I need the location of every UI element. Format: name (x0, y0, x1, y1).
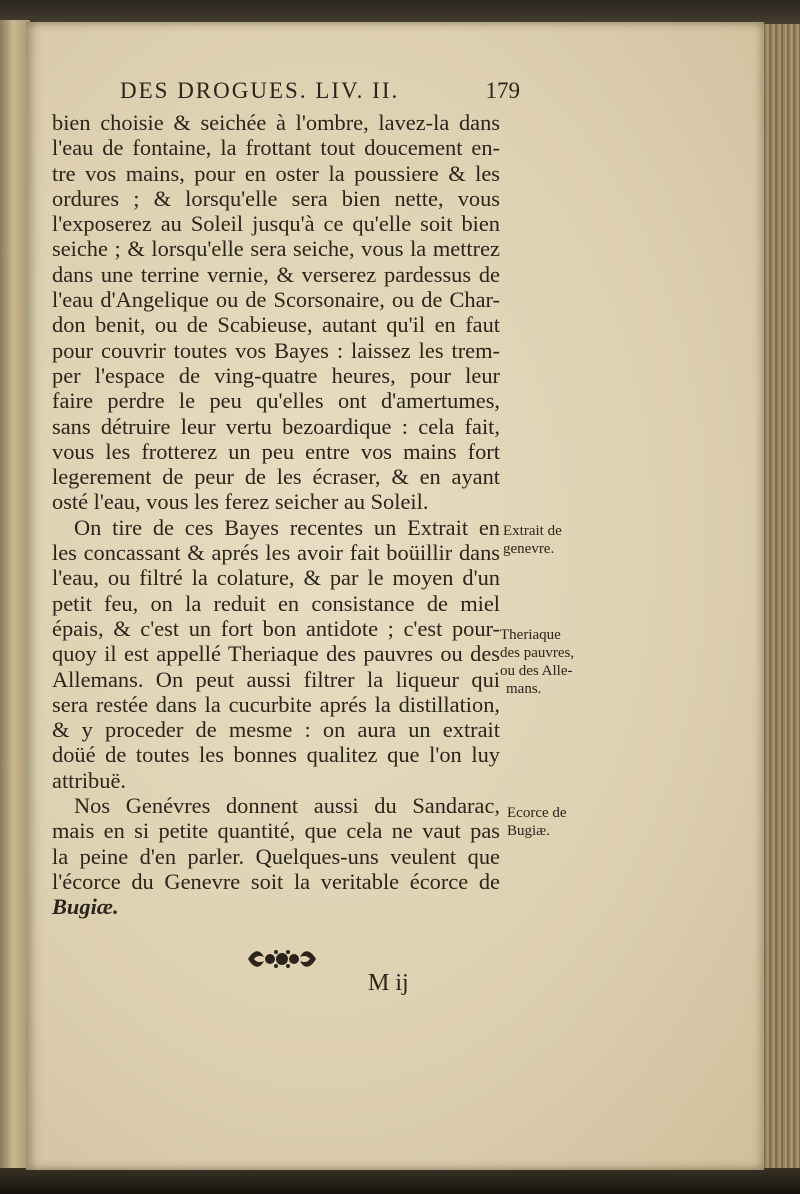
text-line: faire perdre le peu qu'elles ont d'amertumes, (52, 388, 500, 414)
text-line: Allemans. On peut aussi filtrer la liqueur qui (52, 666, 500, 692)
page-header (120, 78, 520, 112)
text-line: épais, & c'est un fort bon antidote ; c'est pour- (52, 615, 500, 641)
margin-note-line: genevre. (503, 541, 555, 557)
text-line: vous les frotterez un peu entre vos mains fort (52, 438, 500, 464)
paragraph-start: Nos Genévres donnent aussi du Sandarac, (74, 793, 500, 819)
text-line: mais en si petite quantité, que cela ne vaut pas (52, 818, 500, 844)
margin-note-ecorce (507, 804, 597, 840)
text-line: petit feu, on la reduit en consistance de miel (52, 590, 500, 616)
bottom-edge (0, 1168, 800, 1194)
text-line: l'eau d'Angelique ou de Scorsonaire, ou de Char- (52, 287, 500, 313)
text-line: doüé de toutes les bonnes qualitez que l'on luy (52, 742, 500, 768)
margin-note-theriaque (500, 626, 600, 698)
text-line: seiche ; & lorsqu'elle sera seiche, vous la mettrez (52, 236, 500, 262)
margin-note-line: Bugiæ. (507, 823, 550, 839)
text-line: & y proceder de mesme : on aura un extrait (52, 717, 500, 743)
page-edges (760, 24, 800, 1170)
text-line: bien choisie & seichée à l'ombre, lavez-la dans (52, 110, 500, 135)
text-line: osté l'eau, vous les ferez seicher au Soleil. (52, 489, 429, 515)
margin-note-extrait (503, 522, 603, 558)
text-line: per l'espace de ving-quatre heures, pour leur (52, 362, 500, 388)
text-line: Bugiæ. (52, 894, 119, 920)
text-line: sans détruire leur vertu bezoardique : cela fait, (52, 413, 500, 439)
margin-note-line: Ecorce de (507, 805, 567, 821)
text-line: legerement de peur de les écraser, & en ayant (52, 464, 500, 490)
text-line: don benit, ou de Scabieuse, autant qu'il en faut (52, 312, 500, 338)
text-line: sera restée dans la cucurbite aprés la distillation, (52, 691, 500, 717)
text-line: l'écorce du Genevre soit la veritable écorce de (52, 868, 500, 894)
printer-ornament-icon (246, 944, 318, 974)
page-number: 179 (485, 78, 520, 103)
body-text (52, 110, 500, 920)
running-head: DES DROGUES. LIV. II. (120, 78, 400, 103)
paragraph-start: On tire de ces Bayes recentes un Extrait en (74, 514, 500, 540)
text-line: attribuë. (52, 767, 126, 793)
text-line: dans une terrine vernie, & verserez pardessus de (52, 261, 500, 287)
text-line: tre vos mains, pour en oster la poussiere & les (52, 160, 500, 186)
text-line: les concassant & aprés les avoir fait boüillir dans (52, 540, 500, 566)
margin-note-line: ou des Alle- (500, 663, 573, 679)
text-line: l'exposerez au Soleil jusqu'à ce qu'elle soit bien (52, 211, 500, 237)
text-line: la peine d'en parler. Quelques-uns veulent que (52, 843, 500, 869)
text-line: l'eau, ou filtré la colature, & par le moyen d'un (52, 565, 500, 591)
margin-note-line: mans. (506, 681, 542, 697)
signature-mark: M ij (368, 970, 409, 996)
margin-note-line: des pauvres, (500, 645, 575, 661)
text-line: quoy il est appellé Theriaque des pauvres ou des (52, 641, 500, 667)
text-line: pour couvrir toutes vos Bayes : laissez les trem- (52, 337, 500, 363)
text-line: ordures ; & lorsqu'elle sera bien nette, vous (52, 185, 500, 211)
text-line: l'eau de fontaine, la frottant tout doucement en- (52, 135, 500, 161)
margin-note-line: Extrait de (503, 523, 562, 539)
margin-note-line: Theriaque (500, 627, 561, 643)
